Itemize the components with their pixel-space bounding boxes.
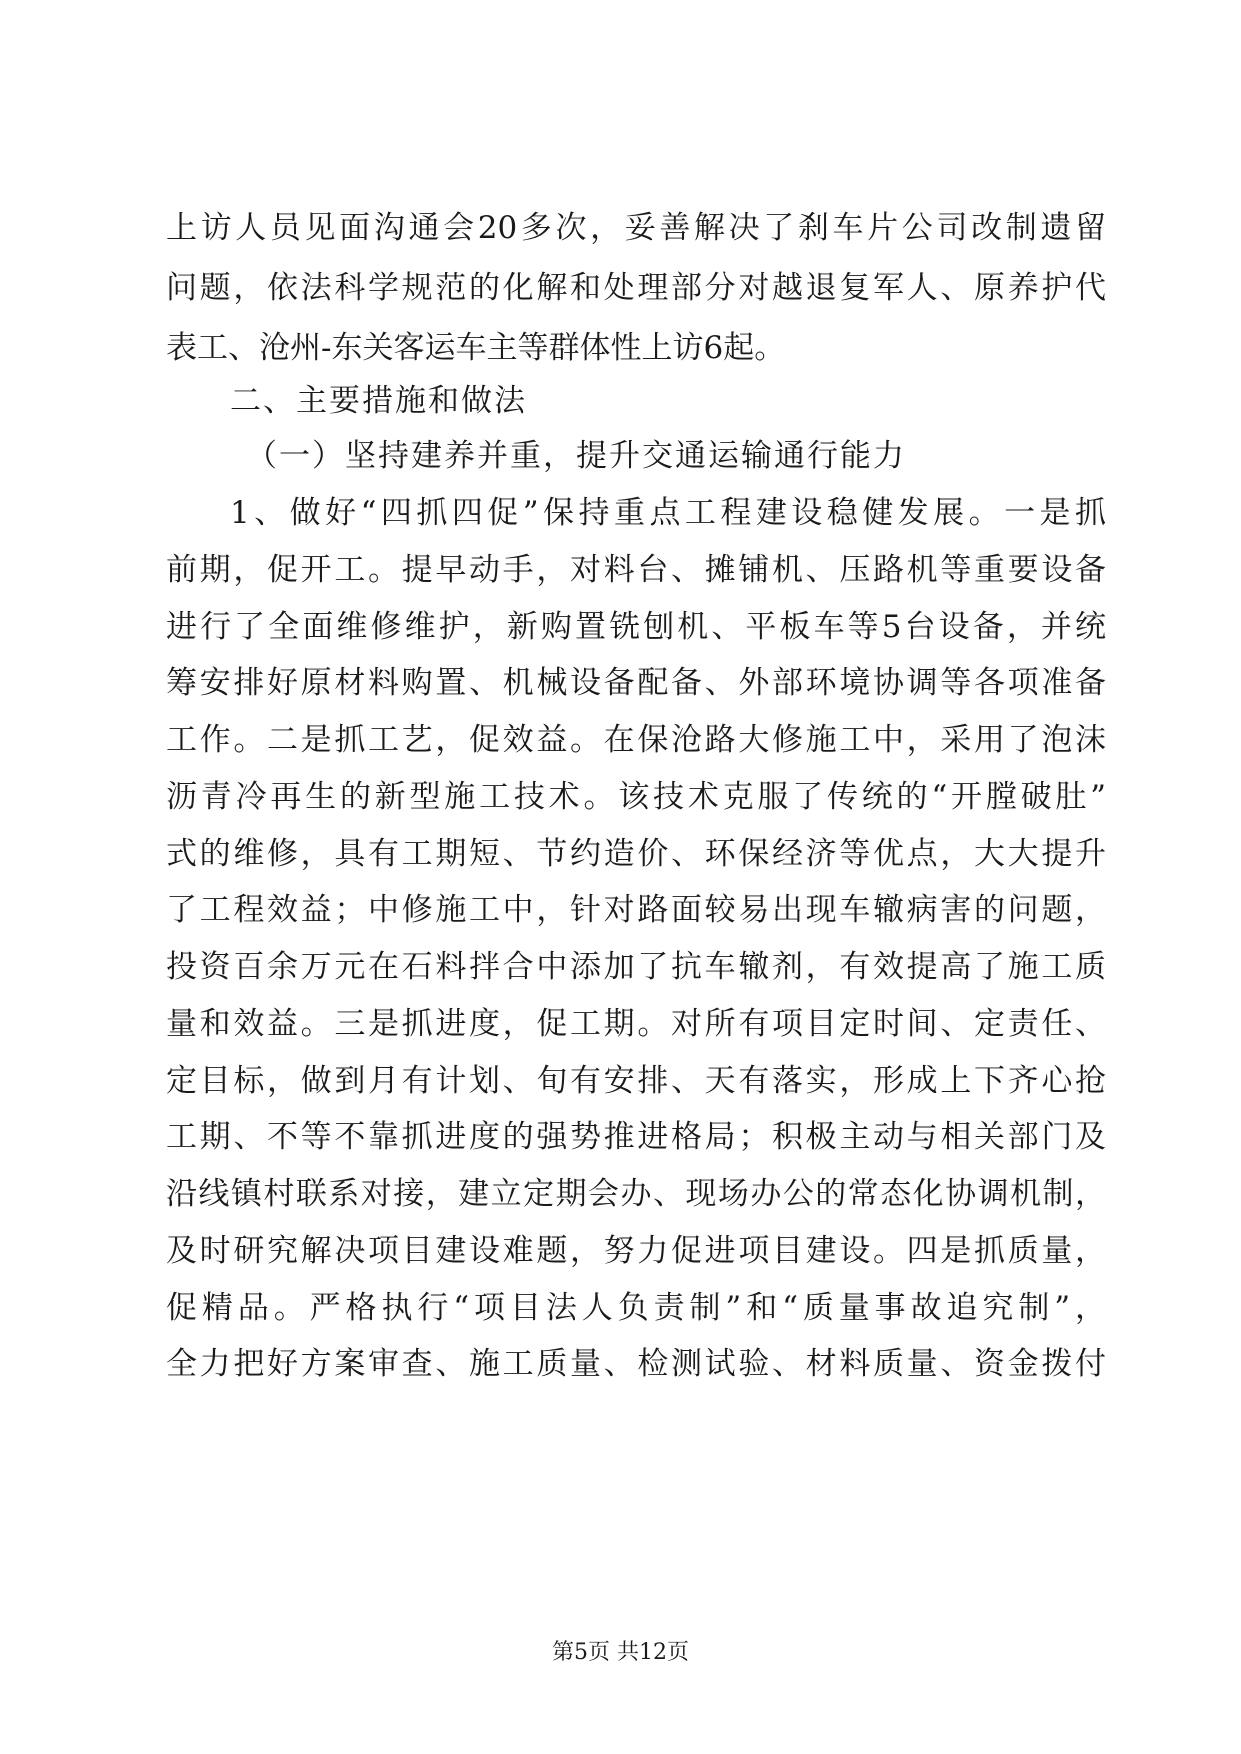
paragraph-line: 定目标，做到月有计划、旬有安排、天有落实，形成上下齐心抢 [166, 1063, 1106, 1099]
paragraph-line: 式的维修，具有工期短、节约造价、环保经济等优点，大大提升 [166, 836, 1106, 872]
paragraph-line: 问题，依法科学规范的化解和处理部分对越退复军人、原养护代 [166, 270, 1106, 306]
paragraph-line: 工作。二是抓工艺，促效益。在保沧路大修施工中，采用了泡沫 [166, 722, 1106, 758]
page-number-footer: 第5页 共12页 [552, 1640, 689, 1665]
paragraph-line: 前期，促开工。提早动手，对料台、摊铺机、压路机等重要设备 [166, 552, 1106, 588]
paragraph-line: 上访人员见面沟通会20多次，妥善解决了刹车片公司改制遗留 [166, 210, 1106, 246]
paragraph-line: 全力把好方案审查、施工质量、检测试验、材料质量、资金拨付 [166, 1346, 1106, 1382]
paragraph-line: 进行了全面维修维护，新购置铣刨机、平板车等5台设备，并统 [166, 609, 1106, 645]
paragraph-line: 及时研究解决项目建设难题，努力促进项目建设。四是抓质量， [166, 1233, 1106, 1269]
section-heading: 二、主要措施和做法 [230, 383, 527, 419]
subsection-heading: （一）坚持建养并重，提升交通运输通行能力 [246, 438, 906, 474]
paragraph-line: 表工、沧州-东关客运车主等群体性上访6起。 [166, 330, 786, 366]
paragraph-line: 筹安排好原材料购置、机械设备配备、外部环境协调等各项准备 [166, 665, 1106, 701]
paragraph-line: 1、做好“四抓四促”保持重点工程建设稳健发展。一是抓 [230, 495, 1106, 531]
paragraph-line: 了工程效益；中修施工中，针对路面较易出现车辙病害的问题， [166, 892, 1106, 928]
paragraph-line: 沥青冷再生的新型施工技术。该技术克服了传统的“开膛破肚” [166, 779, 1106, 815]
paragraph-line: 沿线镇村联系对接，建立定期会办、现场办公的常态化协调机制， [166, 1176, 1106, 1212]
paragraph-line: 量和效益。三是抓进度，促工期。对所有项目定时间、定责任、 [166, 1006, 1106, 1042]
paragraph-line: 工期、不等不靠抓进度的强势推进格局；积极主动与相关部门及 [166, 1119, 1106, 1155]
paragraph-line: 投资百余万元在石料拌合中添加了抗车辙剂，有效提高了施工质 [166, 949, 1106, 985]
paragraph-line: 促精品。严格执行“项目法人负责制”和“质量事故追究制”， [166, 1290, 1106, 1326]
